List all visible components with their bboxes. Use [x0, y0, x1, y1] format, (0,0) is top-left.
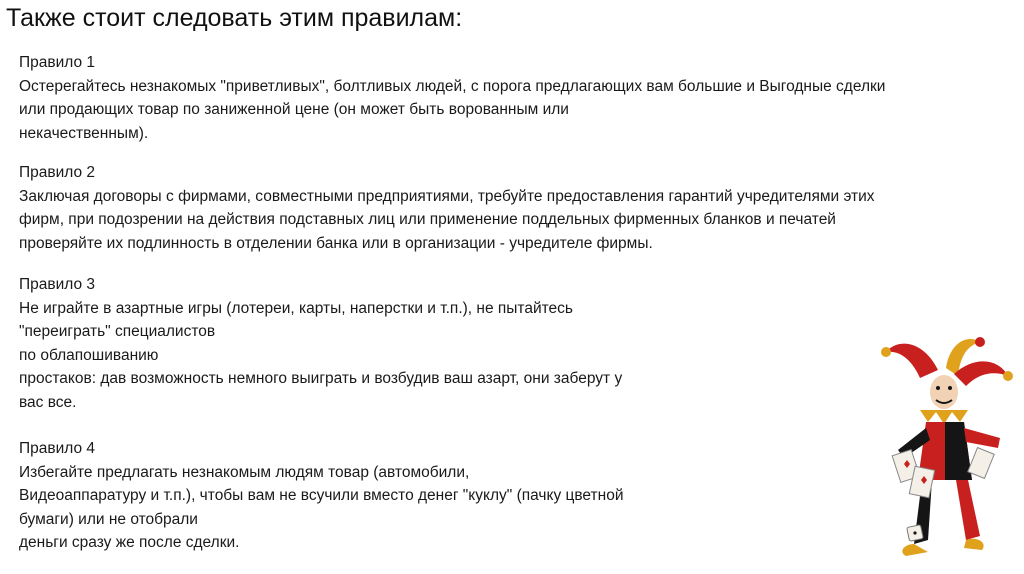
rule-3	[19, 273, 622, 414]
rule-2-text-line: фирм, при подозрении на действия подставных лиц или применение поддельных фирменных бланков и печатей	[19, 211, 836, 228]
rule-3-text-line: простаков: дав возможность немного выиграть и возбудив ваш азарт, они заберут у	[19, 370, 623, 387]
rule-3-text-line: вас все.	[19, 393, 77, 411]
rule-2-text-line: Заключая договоры с фирмами, совместными предприятиями, требуйте предоставления гарантий учредителями этих	[19, 187, 875, 205]
rule-3-text-line: по облапошиванию	[19, 346, 159, 364]
rule-3-text-line: Не играйте в азартные игры (лотереи, карты, наперстки и т.п.), не пытайтесь	[19, 299, 574, 317]
rule-1-heading: Правило 1	[19, 54, 96, 71]
rule-2	[19, 161, 875, 255]
rule-2-text-line: проверяйте их подлинность в отделении банка или в организации - учредителе фирмы.	[19, 234, 653, 252]
page-title: Также стоит следовать этим правилам:	[6, 4, 463, 32]
rule-1	[19, 51, 885, 145]
rule-3-heading: Правило 3	[19, 276, 96, 293]
rule-2-heading: Правило 2	[19, 164, 96, 181]
rule-4-text-line: бумаги) или не отобрали	[19, 510, 198, 528]
rule-4-text-line: Избегайте предлагать незнакомым людям товар (автомобили,	[19, 463, 470, 481]
rule-3-text-line: "переиграть" специалистов	[19, 323, 216, 340]
rule-4-heading: Правило 4	[19, 440, 96, 457]
rule-4	[19, 437, 623, 555]
rule-1-text-line: или продающих товар по заниженной цене (он может быть ворованным или	[19, 101, 569, 118]
rule-4-text-line: деньги сразу же после сделки.	[19, 534, 240, 551]
rule-4-text-line: Видеоаппаратуру и т.п.), чтобы вам не всучили вместо денег "куклу" (пачку цветной	[19, 487, 624, 504]
rule-1-text-line: некачественным).	[19, 124, 149, 142]
rule-1-text-line: Остерегайтесь незнакомых "приветливых", болтливых людей, с порога предлагающих вам большие и Выгодные сделки	[19, 77, 886, 95]
jester-icon	[868, 330, 1024, 574]
